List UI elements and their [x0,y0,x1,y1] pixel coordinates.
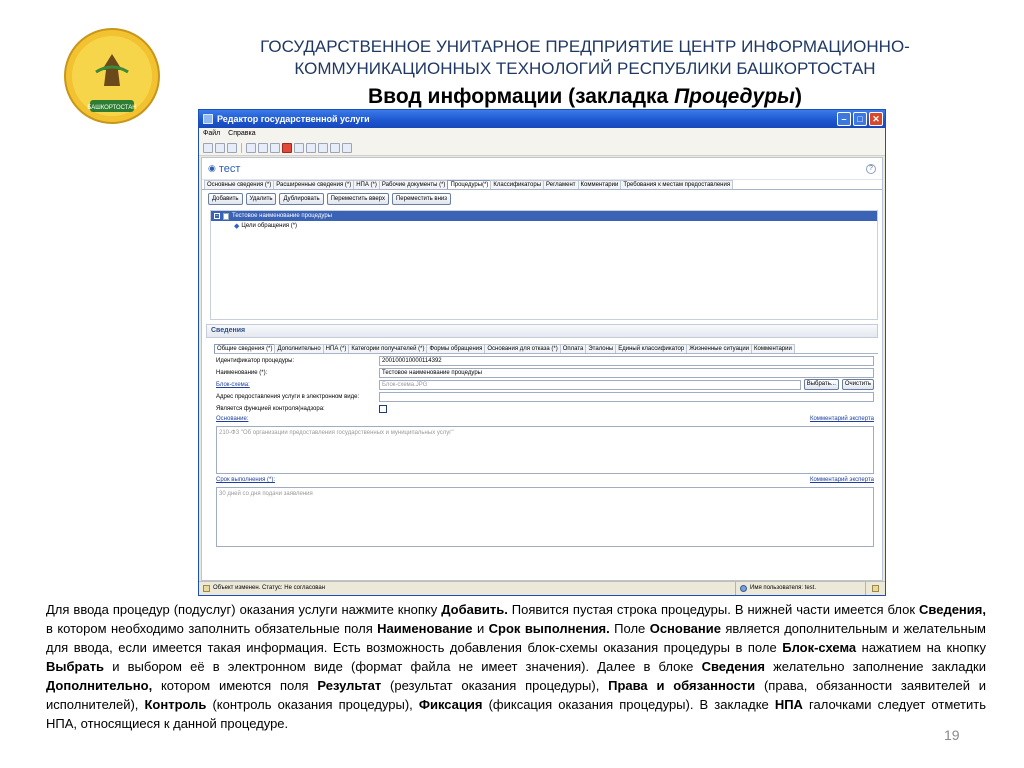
basis-link[interactable]: Основание: [216,416,249,422]
bold-run: Права и обязанности [608,678,756,693]
window-titlebar[interactable] [199,110,885,128]
save-icon[interactable] [215,143,225,153]
subtab-npa[interactable]: НПА (*) [323,344,350,353]
tree-item-procedure[interactable] [211,211,877,221]
tab-npa[interactable]: НПА (*) [353,180,380,189]
slide-title-prefix: Ввод информации (закладка [368,85,675,108]
subtab-recipients[interactable]: Категории получателей (*) [348,344,427,353]
subtab-general[interactable]: Общие сведения (*) [214,344,275,353]
text-run: и выбором её в электронном виде (формат файла не имеет значения). Далее в блоке [104,659,702,674]
procedure-actions [202,190,882,208]
text-run: Появится пустая строка процедуры. В нижней части имеется блок [507,602,920,617]
print-icon[interactable] [246,143,256,153]
form-row-scheme [216,379,874,390]
undo-icon[interactable] [318,143,328,153]
text-run: (фиксация оказания процедуры). В закладке [482,697,775,712]
form-row-name [216,367,874,378]
menu-bar [199,128,885,140]
resize-grip[interactable] [865,582,885,595]
bold-run: НПА [774,697,803,712]
details-form [216,355,874,547]
close-button[interactable]: ✕ [869,112,883,126]
document-name: тест [218,162,241,175]
text-run: нажатием на кнопку [856,640,986,655]
toolbar-separator [241,143,242,153]
tree-item-label: Тестовое наименование процедуры [232,212,332,219]
collapse-icon[interactable]: − [215,213,219,219]
clear-button[interactable]: Очистить [842,379,874,390]
organization-line1: ГОСУДАРСТВЕННОЕ УНИТАРНОЕ ПРЕДПРИЯТИЕ ЦЕНТР ИНФОРМАЦИОННО- [260,37,910,56]
details-tabs [214,344,878,354]
form-row-id [216,355,874,366]
bold-run: Выбрать [46,659,105,674]
control-function-checkbox[interactable] [379,405,387,413]
bold-run: Срок выполнения. [488,621,610,636]
tab-comments[interactable]: Комментарии [578,180,622,189]
bold-run: Сведения [701,659,765,674]
tree-item-goals[interactable] [211,221,877,231]
page-number: 19 [944,727,960,743]
tab-extended-info[interactable]: Расширенные сведения (*) [273,180,354,189]
basis-textarea[interactable]: 210-ФЗ "Об организации предоставления государственных и муниципальных услуг" [216,426,874,474]
procedure-id-field[interactable]: 200100010000114392 [379,356,874,366]
organization-line2: КОММУНИКАЦИОННЫХ ТЕХНОЛОГИЙ РЕСПУБЛИКИ БАШКОРТОСТАН [294,59,876,78]
text-run: желательно заполнение закладки [764,659,986,674]
choose-button[interactable]: Выбрать... [804,379,839,390]
status-text: Объект изменен. Статус: Не согласован [213,585,326,591]
service-editor-window [198,109,886,596]
bold-run: Результат [317,678,382,693]
flag-icon: ◆ [234,222,240,230]
edit-icon [203,585,210,592]
subtab-additional[interactable]: Дополнительно [274,344,323,353]
form-row-address [216,391,874,402]
procedure-id-label: Идентификатор процедуры: [216,357,295,364]
procedure-name-field[interactable]: Тестовое наименование процедуры [379,368,874,378]
tree-item-label: Цели обращения (*) [241,222,298,229]
document-icon: ◉ [208,163,216,173]
menu-help[interactable]: Справка [228,130,256,137]
term-link[interactable]: Срок выполнения (*): [216,477,275,483]
settings-icon[interactable] [227,143,237,153]
export-icon[interactable] [330,143,340,153]
check-icon[interactable] [270,143,280,153]
document-icon [223,213,229,220]
flowchart-field[interactable]: Блок-схема.JPG [379,380,801,390]
basis-header [216,416,874,426]
bold-run: Добавить. [441,602,508,617]
move-up-button[interactable]: Переместить вверх [327,193,389,205]
user-icon [740,585,747,592]
subtab-refusal-grounds[interactable]: Основания для отказа (*) [484,344,560,353]
bold-run: Основание [649,621,721,636]
text-run: (контроль оказания процедуры), [206,697,419,712]
status-message [199,582,735,595]
procedure-tree [210,210,878,320]
tab-procedures[interactable]: Процедуры(*) [447,180,491,189]
menu-file[interactable]: Файл [203,130,221,137]
bold-run: Блок-схема [782,640,857,655]
maximize-button[interactable]: □ [853,112,867,126]
paste-icon[interactable] [306,143,316,153]
term-textarea[interactable]: 30 дней со дня подачи заявления [216,487,874,547]
app-icon [203,114,213,124]
subtab-unified-classifier[interactable]: Единый классификатор [615,344,687,353]
tab-work-docs[interactable]: Рабочие документы (*) [379,180,449,189]
delete-icon[interactable] [282,143,292,153]
organization-name [200,36,970,80]
text-run: является дополнительным и желательным для ввода, если имеется такая информация. Есть возможность добавления блок-схемы оказания процедуры в поле [46,621,986,655]
status-bar [199,581,885,595]
move-down-button[interactable]: Переместить вниз [392,193,451,205]
question-icon[interactable]: ? [866,164,876,174]
text-run: галочками следует отметить НПА, относящиеся к данной процедуре. [46,697,986,731]
add-button[interactable]: Добавить [208,193,243,205]
text-run: Для ввода процедур (подуслуг) оказания услуги нажмите кнопку [46,602,442,617]
emblem-ribbon-text: БАШКОРТОСТАН [87,105,137,111]
subtab-payment[interactable]: Оплата [560,344,587,353]
preview-icon[interactable] [258,143,268,153]
procedure-name-label: Наименование (*): [216,369,268,376]
tab-place-requirements[interactable]: Требования к местам предоставления [620,180,733,189]
delete-button[interactable]: Удалить [246,193,277,205]
bold-run: Наименование [377,621,473,636]
bold-run: Сведения, [919,602,986,617]
bold-run: Контроль [144,697,207,712]
flowchart-link[interactable]: Блок-схема: [216,381,250,388]
help-icon[interactable] [342,143,352,153]
document-header [202,158,882,180]
copy-icon[interactable] [294,143,304,153]
text-run: Поле [609,621,650,636]
user-text: Имя пользователя: test. [750,585,817,591]
slide-title-suffix: ) [794,85,802,108]
bashkortostan-emblem [62,26,162,130]
duplicate-button[interactable]: Дублировать [279,193,323,205]
window-title: Редактор государственной услуги [217,114,370,124]
details-section-header: Сведения [206,324,878,338]
electronic-address-field[interactable] [379,392,874,402]
text-run: (результат оказания процедуры), [381,678,609,693]
tab-regulation[interactable]: Регламент [543,180,579,189]
text-run: и [472,621,489,636]
minimize-button[interactable]: – [837,112,851,126]
status-user [735,582,865,595]
electronic-address-label: Адрес предоставления услуги в электронном виде: [216,393,360,400]
subtab-comments[interactable]: Комментарии [751,344,795,353]
tab-main-info[interactable]: Основные сведения (*) [204,180,274,189]
bold-run: Фиксация [418,697,483,712]
control-function-label: Является функцией контроля(надзора: [216,405,325,412]
form-row-control [216,403,874,414]
slide-title-emphasis: Процедуры [674,85,795,108]
expert-comment-link[interactable]: Комментарий эксперта [809,477,874,483]
editor-content [201,157,883,581]
grip-icon [872,585,879,592]
toolbar [199,140,885,156]
term-header [216,477,874,487]
subtab-standards[interactable]: Эталоны [585,344,616,353]
main-tabs [202,180,882,190]
text-run: в котором необходимо заполнить обязательные поля [46,621,378,636]
subtab-life-situations[interactable]: Жизненные ситуации [686,344,752,353]
subtab-appeal-forms[interactable]: Формы обращения [426,344,485,353]
instructions-paragraph [46,600,986,733]
expert-comment-link[interactable]: Комментарий эксперта [809,416,874,422]
text-run: котором имеются поля [152,678,318,693]
slide-title [200,84,970,110]
text-run: (права, обязанности заявителей и исполнителей), [46,678,987,712]
new-icon[interactable] [203,143,213,153]
tab-classifiers[interactable]: Классификаторы [490,180,544,189]
bold-run: Дополнительно, [46,678,153,693]
